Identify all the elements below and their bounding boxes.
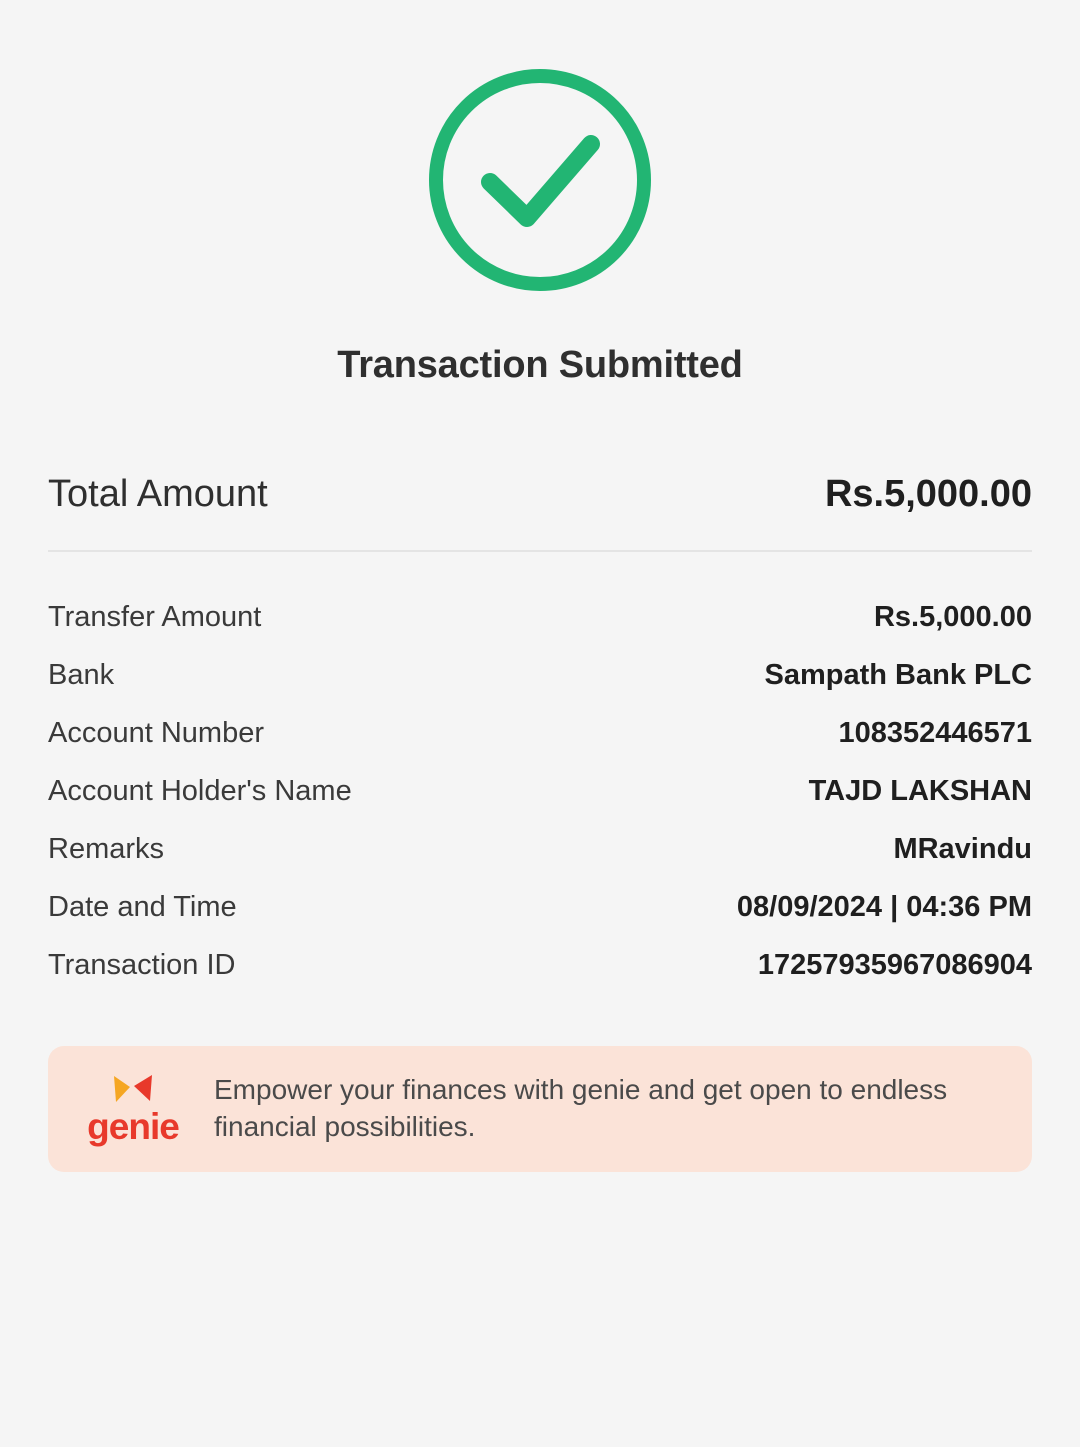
genie-logo: [78, 1072, 188, 1148]
table-row: [48, 588, 1032, 646]
detail-value: TAJD LAKSHAN: [808, 774, 1032, 807]
genie-wordmark: genie: [87, 1106, 179, 1148]
detail-label: Transfer Amount: [48, 600, 262, 633]
promo-banner[interactable]: [48, 1046, 1032, 1172]
total-amount-row: [48, 473, 1032, 552]
detail-value: Sampath Bank PLC: [764, 658, 1032, 691]
table-row: [48, 878, 1032, 936]
detail-label: Bank: [48, 658, 115, 691]
promo-text: Empower your finances with genie and get open to endless financial possibilities.: [214, 1074, 948, 1142]
table-row: [48, 704, 1032, 762]
genie-bowtie-icon: [110, 1072, 156, 1106]
detail-value: MRavindu: [893, 832, 1032, 865]
detail-label: Account Holder's Name: [48, 774, 352, 807]
table-row: [48, 820, 1032, 878]
total-amount-label: Total Amount: [48, 473, 268, 515]
page-title: Transaction Submitted: [337, 344, 743, 386]
table-row: [48, 936, 1032, 994]
success-check-circle-icon: [426, 66, 654, 294]
table-row: [48, 762, 1032, 820]
detail-value: Rs.5,000.00: [873, 600, 1032, 633]
detail-label: Date and Time: [48, 890, 237, 923]
total-amount-value: Rs.5,000.00: [824, 473, 1032, 515]
detail-label: Remarks: [48, 832, 165, 865]
detail-value: 108352446571: [838, 716, 1032, 749]
detail-value: 08/09/2024 | 04:36 PM: [736, 890, 1032, 923]
detail-value: 17257935967086904: [757, 948, 1032, 981]
transaction-details-list: [48, 588, 1032, 994]
detail-label: Transaction ID: [48, 948, 236, 981]
table-row: [48, 646, 1032, 704]
detail-label: Account Number: [48, 716, 264, 749]
